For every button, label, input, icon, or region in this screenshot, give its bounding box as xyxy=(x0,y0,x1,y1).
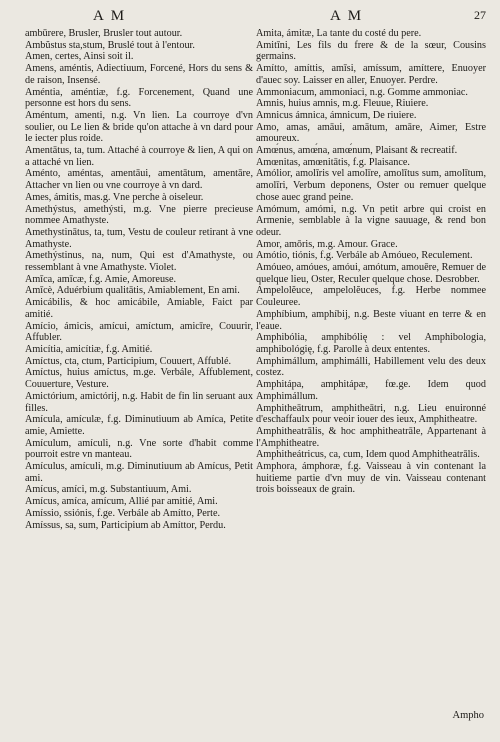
dictionary-entry: Amentātus, ta, tum. Attaché à courroye & lien, A qui on a attaché vn lien. xyxy=(25,145,253,168)
running-header xyxy=(0,8,500,26)
dictionary-entry: Amício, ámicis, amícui, amíctum, amicīre, Couurir, Affubler. xyxy=(25,320,253,344)
header-left: A M xyxy=(93,8,127,24)
left-column xyxy=(25,28,253,531)
dictionary-entry: ambūrere, Brusler, Brusler tout autour. xyxy=(25,28,183,39)
dictionary-entry: Amómum, amómi, n.g. Vn petit arbre qui croist en Armenie, semblable à la vigne sauuage, & rend bon odeur. xyxy=(256,203,486,238)
dictionary-entry: Amœ́nus, amœ́na, amœ́num, Plaisant & recreatif. xyxy=(256,145,458,157)
dictionary-entry: Amícus, amíca, amícum, Allié par amitié, Ami. xyxy=(25,496,218,508)
dictionary-entry: Amíssus, sa, sum, Participium ab Amíttor, Perdu. xyxy=(25,519,226,531)
dictionary-entry: Amphora, ámphoræ, f.g. Vaisseau à vin contenant la huitieme partie d'vn muy de vin. Vaisseau contenant trois boisseaux de grain. xyxy=(256,461,486,496)
dictionary-entry: Améntum, amenti, n.g. Vn lien. La courroye d'vn soulier, ou Le lien & bride qu'on attache à vn dard pour le iecter plus roide. xyxy=(25,109,253,145)
header-right: A M xyxy=(330,8,364,24)
dictionary-entry: Amículus, amículi, m.g. Diminutiuum ab Amícus, Petit ami. xyxy=(25,461,253,484)
page-number: 27 xyxy=(474,8,486,22)
dictionary-entry: Améntia, améntiæ, f.g. Forcenement, Quand une personne est hors du sens. xyxy=(25,86,253,110)
right-column xyxy=(256,28,486,496)
dictionary-entry: Amicábilis, & hoc amicábile, Amiable, Faict par amitié. xyxy=(25,297,253,320)
dictionary-entry: Amótio, tiónis, f.g. Verbále ab Amóueo, Reculement. xyxy=(256,250,473,262)
dictionary-entry: Amethýstinus, na, num, Qui est d'Amathyste, ou ressemblant à vne Amathyste. Violet. xyxy=(25,250,253,274)
dictionary-entry: Amphitheátricus, ca, cum, Idem quod Amphitheatrālis. xyxy=(256,449,480,461)
dictionary-entry: Amphitápa, amphitápæ, fœ.ge. Idem quod Amphimállum. xyxy=(256,379,486,402)
dictionary-entry: Amphitheātrum, amphitheātri, n.g. Lieu enuironné d'eschaffaulx pour veoir iouer des ieux, Amphitheatre. xyxy=(256,402,486,426)
dictionary-entry: Amens, améntis, Adiectiuum, Forcené, Hors du sens & de raison, Insensé. xyxy=(25,63,253,86)
dictionary-entry: Amphíbium, amphíbij, n.g. Beste viuant en terre & en l'eaue. xyxy=(256,308,486,332)
dictionary-entry: Ambŭstus sta,stum, Bruslé tout à l'entour. xyxy=(25,39,195,51)
dictionary-entry: Amictórium, amictórij, n.g. Habit de fin lin seruant aux filles. xyxy=(25,390,253,414)
dictionary-entry: Amen, certes, Ainsi soit il. xyxy=(25,51,134,63)
dictionary-entry: Amíctus, cta, ctum, Participium, Couuert, Affublé. xyxy=(25,355,232,367)
dictionary-entry: Amo, amas, amāui, amātum, amāre, Aimer, Estre amoureux. xyxy=(256,121,486,145)
dictionary-entry: Amphimállum, amphimálli, Habillement velu des deux costez. xyxy=(256,355,486,379)
dictionary-entry: Amor, amōris, m.g. Amour. Grace. xyxy=(256,238,398,250)
dictionary-entry: Amíssio, ssiónis, f.ge. Verbále ab Amítto, Perte. xyxy=(25,507,221,519)
dictionary-entry: Amitīni, Les fils du frere & de la sœur, Cousins germains. xyxy=(256,39,486,63)
dictionary-entry: Amnis, huius amnis, m.g. Fleuue, Riuiere. xyxy=(256,98,429,110)
dictionary-entry: Amicítia, amicítiæ, f.g. Amitié. xyxy=(25,343,153,355)
dictionary-entry: Ampelolĕuce, ampelolĕuces, f.g. Herbe nommee Couleuree. xyxy=(256,285,486,309)
dictionary-entry: Ammoniacum, ammoniaci, n.g. Gomme ammoniac. xyxy=(256,86,468,98)
dictionary-entry: Amóueo, amóues, amóui, amótum, amouēre, Remuer de quelque lieu, Oster, Reculer quelque chose. Desrobber. xyxy=(256,262,487,285)
dictionary-entry: Amnicus ámnica, ámnicum, De riuiere. xyxy=(256,109,417,121)
dictionary-entry: Amethýstus, amethýsti, m.g. Vne pierre precieuse nommee Amathyste. xyxy=(25,203,253,227)
dictionary-entry: Amícus, amíci, m.g. Substantiuum, Ami. xyxy=(25,484,192,496)
dictionary-entry: Amólior, amolīris vel amolīre, amolītus sum, amolītum, amolīri, Verbum deponens, Oster ou remuer quelque chose auec grand peine. xyxy=(256,168,486,203)
dictionary-entry: Amœnitas, amœnitātis, f.g. Plaisance. xyxy=(256,156,410,168)
dictionary-entry: Amítto, amíttis, amīsi, amíssum, amíttere, Enuoyer d'auec soy. Laisser en aller, Enuoyer. Perdre. xyxy=(256,63,486,86)
dictionary-entry: Aménto, améntas, amentāui, amentātum, amentāre, Attacher vn lien ou vne courroye à vn dard. xyxy=(25,168,253,192)
dictionary-entry: Amita, ámitæ, La tante du costé du pere. xyxy=(256,28,422,39)
dictionary-entry: Amícula, amículæ, f.g. Diminutiuum ab Amíca, Petite amie, Amiette. xyxy=(25,414,253,437)
dictionary-entry: Amīca, amīcæ, f.g. Amie, Amoreuse. xyxy=(25,273,177,285)
dictionary-entry: Amīcè, Aduérbium qualitātis, Amiablement, En ami. xyxy=(25,285,240,297)
dictionary-entry: Amphibólia, amphibólię : vel Amphibologia, amphibológię, f.g. Parolle à deux ententes. xyxy=(256,332,486,355)
dictionary-entry: Amphitheatrālis, & hoc amphitheatrāle, Appartenant à l'Amphitheatre. xyxy=(256,425,486,449)
dictionary-entry: Amículum, amículi, n.g. Vne sorte d'habit comme pourroit estre vn manteau. xyxy=(25,437,253,461)
dictionary-entry: Amethystinātus, ta, tum, Vestu de couleur retirant à vne Amathyste. xyxy=(25,226,253,250)
dictionary-entry: Ames, ámitis, mas.g. Vne perche à oiseleur. xyxy=(25,191,204,203)
dictionary-entry: Amíctus, huius amíctus, m.ge. Verbále, Affublement, Couuerture, Vesture. xyxy=(25,367,253,391)
catchword: Ampho xyxy=(452,710,484,721)
